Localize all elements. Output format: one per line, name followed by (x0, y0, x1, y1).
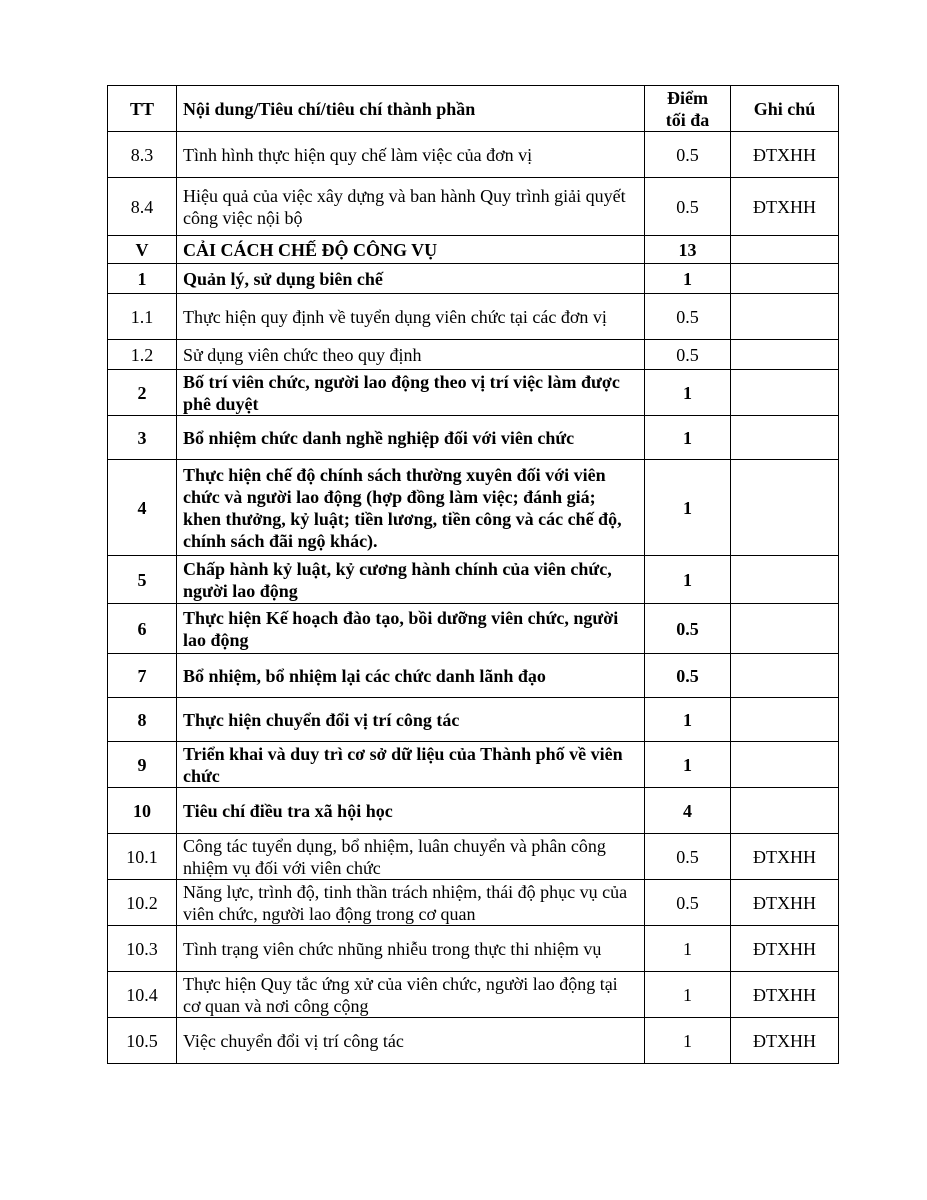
row-tt: 10.2 (108, 880, 177, 926)
row-note (731, 416, 839, 460)
row-max-score: 1 (645, 1018, 731, 1064)
row-tt: 2 (108, 370, 177, 416)
row-note (731, 604, 839, 654)
row-max-score: 1 (645, 556, 731, 604)
row-tt: V (108, 236, 177, 264)
row-content: Chấp hành kỷ luật, kỷ cương hành chính của viên chức, người lao động (177, 556, 645, 604)
table-row (108, 236, 839, 264)
row-content: Bổ nhiệm, bổ nhiệm lại các chức danh lãnh đạo (177, 654, 645, 698)
row-note: ĐTXHH (731, 1018, 839, 1064)
row-max-score: 0.5 (645, 834, 731, 880)
table-header-row (108, 86, 839, 132)
table-row (108, 698, 839, 742)
row-tt: 1.1 (108, 294, 177, 340)
row-tt: 7 (108, 654, 177, 698)
row-note: ĐTXHH (731, 178, 839, 236)
table-row (108, 880, 839, 926)
row-max-score: 0.5 (645, 604, 731, 654)
row-max-score: 1 (645, 972, 731, 1018)
row-tt: 5 (108, 556, 177, 604)
row-content: Tình trạng viên chức nhũng nhiễu trong thực thi nhiệm vụ (177, 926, 645, 972)
header-tt: TT (108, 86, 177, 132)
row-note: ĐTXHH (731, 132, 839, 178)
row-tt: 9 (108, 742, 177, 788)
row-max-score: 1 (645, 742, 731, 788)
row-max-score: 13 (645, 236, 731, 264)
row-content: Công tác tuyển dụng, bổ nhiệm, luân chuyển và phân công nhiệm vụ đối với viên chức (177, 834, 645, 880)
row-content: Thực hiện quy định về tuyển dụng viên chức tại các đơn vị (177, 294, 645, 340)
table-row (108, 788, 839, 834)
row-content: Triển khai và duy trì cơ sở dữ liệu của Thành phố về viên chức (177, 742, 645, 788)
row-note (731, 264, 839, 294)
table-row (108, 742, 839, 788)
row-content: Tiêu chí điều tra xã hội học (177, 788, 645, 834)
row-content: Thực hiện chuyển đổi vị trí công tác (177, 698, 645, 742)
criteria-table (107, 85, 839, 1064)
row-tt: 4 (108, 460, 177, 556)
row-tt: 6 (108, 604, 177, 654)
table-row (108, 604, 839, 654)
table-row (108, 132, 839, 178)
row-tt: 8 (108, 698, 177, 742)
table-row (108, 264, 839, 294)
table-row (108, 926, 839, 972)
row-max-score: 0.5 (645, 132, 731, 178)
header-max-score-line2: tối đa (665, 109, 710, 130)
table-row (108, 178, 839, 236)
table-row (108, 834, 839, 880)
row-content: Tình hình thực hiện quy chế làm việc của đơn vị (177, 132, 645, 178)
row-max-score: 1 (645, 460, 731, 556)
table-row (108, 1018, 839, 1064)
row-tt: 8.3 (108, 132, 177, 178)
row-max-score: 4 (645, 788, 731, 834)
row-content: Hiệu quả của việc xây dựng và ban hành Quy trình giải quyết công việc nội bộ (177, 178, 645, 236)
row-note (731, 294, 839, 340)
row-tt: 10.1 (108, 834, 177, 880)
row-content: Sử dụng viên chức theo quy định (177, 340, 645, 370)
header-content: Nội dung/Tiêu chí/tiêu chí thành phần (177, 86, 645, 132)
row-content: CẢI CÁCH CHẾ ĐỘ CÔNG VỤ (177, 236, 645, 264)
row-max-score: 1 (645, 416, 731, 460)
table-row (108, 654, 839, 698)
row-note: ĐTXHH (731, 972, 839, 1018)
row-tt: 10 (108, 788, 177, 834)
row-note (731, 556, 839, 604)
row-note (731, 370, 839, 416)
row-tt: 10.5 (108, 1018, 177, 1064)
row-tt: 1.2 (108, 340, 177, 370)
row-note (731, 340, 839, 370)
row-tt: 10.3 (108, 926, 177, 972)
row-note: ĐTXHH (731, 834, 839, 880)
table-row (108, 340, 839, 370)
row-max-score: 1 (645, 926, 731, 972)
row-note (731, 698, 839, 742)
header-max-score-line1: Điểm (667, 87, 708, 108)
table-row (108, 460, 839, 556)
table-row (108, 972, 839, 1018)
row-note (731, 460, 839, 556)
row-content: Bổ nhiệm chức danh nghề nghiệp đối với viên chức (177, 416, 645, 460)
row-content: Năng lực, trình độ, tinh thần trách nhiệm, thái độ phục vụ của viên chức, người lao động trong cơ quan (177, 880, 645, 926)
row-content: Việc chuyển đổi vị trí công tác (177, 1018, 645, 1064)
row-tt: 10.4 (108, 972, 177, 1018)
row-note (731, 236, 839, 264)
row-note (731, 742, 839, 788)
row-max-score: 0.5 (645, 880, 731, 926)
row-max-score: 1 (645, 264, 731, 294)
row-note (731, 788, 839, 834)
row-max-score: 1 (645, 698, 731, 742)
row-max-score: 1 (645, 370, 731, 416)
table-row (108, 416, 839, 460)
row-tt: 3 (108, 416, 177, 460)
row-note (731, 654, 839, 698)
row-content: Bố trí viên chức, người lao động theo vị trí việc làm được phê duyệt (177, 370, 645, 416)
row-note: ĐTXHH (731, 926, 839, 972)
row-max-score: 0.5 (645, 178, 731, 236)
table-row (108, 370, 839, 416)
header-note: Ghi chú (731, 86, 839, 132)
row-tt: 8.4 (108, 178, 177, 236)
table-row (108, 294, 839, 340)
table-row (108, 556, 839, 604)
row-content: Thực hiện chế độ chính sách thường xuyên đối với viên chức và người lao động (hợp đồng làm việc; đánh giá; khen thưởng, kỷ luật; tiền lương, tiền công và các chế độ, chính sách đãi ngộ khác). (177, 460, 645, 556)
row-content: Thực hiện Quy tắc ứng xử của viên chức, người lao động tại cơ quan và nơi công cộng (177, 972, 645, 1018)
row-max-score: 0.5 (645, 340, 731, 370)
row-note: ĐTXHH (731, 880, 839, 926)
row-content: Thực hiện Kế hoạch đào tạo, bồi dưỡng viên chức, người lao động (177, 604, 645, 654)
row-max-score: 0.5 (645, 294, 731, 340)
row-content: Quản lý, sử dụng biên chế (177, 264, 645, 294)
header-max-score (645, 86, 731, 132)
row-tt: 1 (108, 264, 177, 294)
row-max-score: 0.5 (645, 654, 731, 698)
